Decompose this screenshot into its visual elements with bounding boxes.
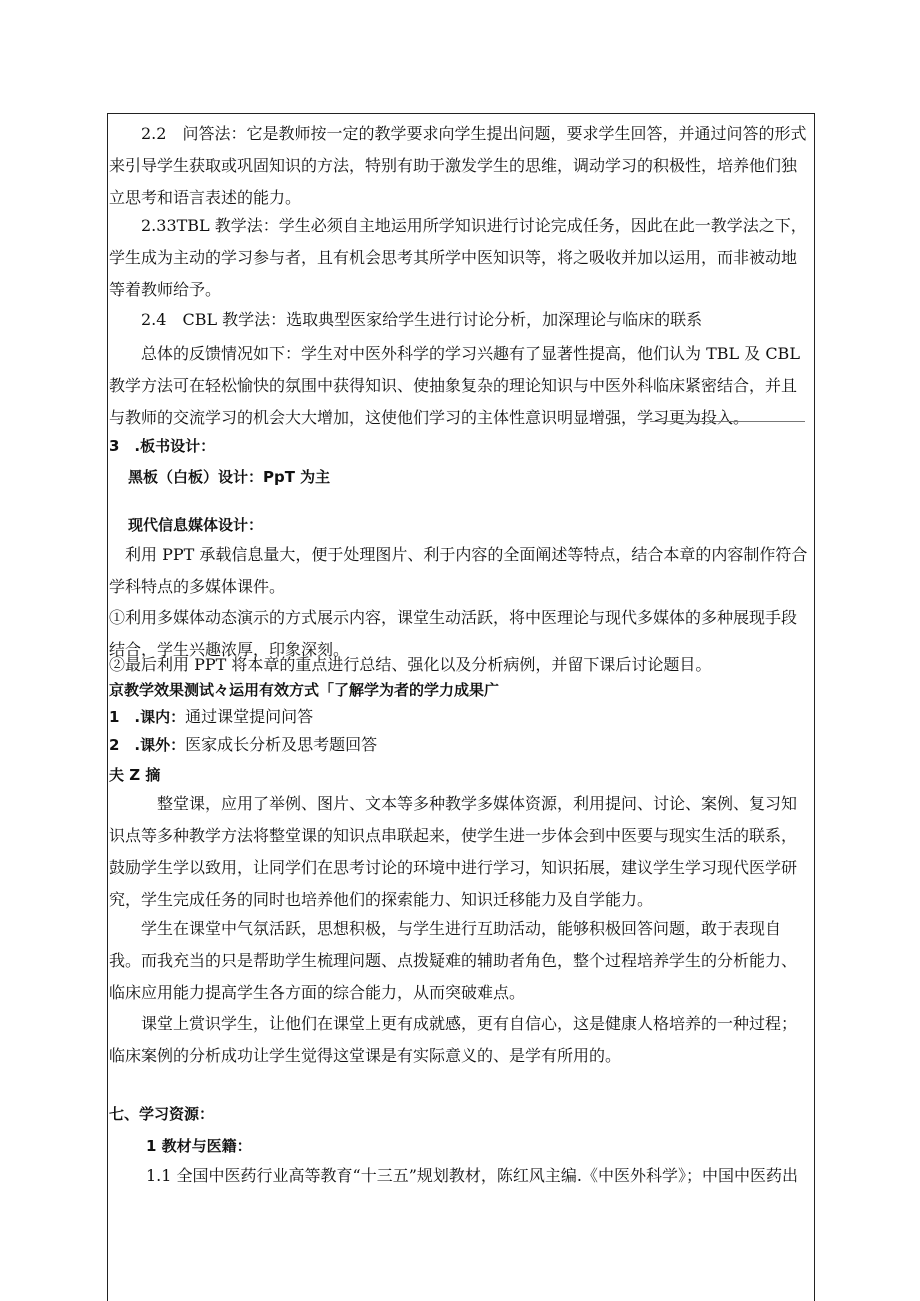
paragraph-2-2: 2.2 问答法：它是教师按一定的教学要求向学生提出问题，要求学生回答，并通过问答的形式来引导学生获取或巩固知识的方法，特别有助于激发学生的思维，调动学习的积极性，培养他们独立思考和语言表述的能力。 [109, 124, 807, 207]
evaluation-item-2-label: 2 .课外： [109, 736, 186, 754]
media-paragraph-3: ②最后利用 PPT 将本章的重点进行总结、强化以及分析病例，并留下课后讨论题目。 [109, 655, 712, 674]
evaluation-item-1-text: 通过课堂提问问答 [185, 707, 314, 726]
media-paragraph-1: 利用 PPT 承载信息量大，便于处理图片、利于内容的全面阐述等特点，结合本章的内容制作符合学科特点的多媒体课件。 [109, 545, 808, 596]
textbook-item-1-1: 1.1 全国中医药行业高等教育“十三五”规划教材，陈红风主编.《中医外科学》；中国中医药出 [146, 1166, 798, 1185]
summary-paragraph-2: 学生在课堂中气氛活跃，思想积极，与学生进行互助活动，能够积极回答问题，敢于表现自我。而我充当的只是帮助学生梳理问题、点拨疑难的辅助者角色，整个过程培养学生的分析能力、临床应用能力提高学生各方面的综合能力，从而突破难点。 [109, 919, 798, 1002]
summary-heading: 夫 Z 摘 [109, 766, 161, 784]
evaluation-item-2 [109, 735, 377, 755]
paragraph-feedback: 总体的反馈情况如下：学生对中医外科学的学习兴趣有了显著性提高，他们认为 TBL 及 CBL 教学方法可在轻松愉快的氛围中获得知识、使抽象复杂的理论知识与中医外科临床紧密结合，并且与教师的交流学习的机会大大增加，这使他们学习的主体性意识明显增强，学习更为投入。 [109, 344, 800, 427]
paragraph-2-3: 2.33TBL 教学法：学生必须自主地运用所学知识进行讨论完成任务，因此在此一教学法之下，学生成为主动的学习参与者，且有机会思考其所学中医知识等，将之吸收并加以运用，而非被动地等着教师给予。 [109, 216, 807, 299]
paragraph-2-4: 2.4 CBL 教学法：选取典型医家给学生进行讨论分析，加深理论与临床的联系 [141, 310, 703, 329]
media-paragraph-2: ①利用多媒体动态演示的方式展示内容，课堂生动活跃，将中医理论与现代多媒体的多种展现手段结合，学生兴趣浓厚，印象深刻。 [109, 608, 798, 659]
underline-rule [650, 421, 805, 422]
summary-paragraph-1: 整堂课，应用了举例、图片、文本等多种教学多媒体资源，利用提问、讨论、案例、复习知识点等多种教学方法将整堂课的知识点串联起来，使学生进一步体会到中医要与现实生活的联系，鼓励学生学以致用，让同学们在思考讨论的环境中进行学习，知识拓展，建议学生学习现代医学研究，学生完成任务的同时也培养他们的探索能力、知识迁移能力及自学能力。 [109, 794, 798, 909]
media-design-heading: 现代信息媒体设计： [128, 516, 264, 534]
section-3-heading: 3 .板书设计： [109, 437, 216, 455]
summary-paragraph-3: 课堂上赏识学生，让他们在课堂上更有成就感，更有自信心，这是健康人格培养的一种过程；临床案例的分析成功让学生觉得这堂课是有实际意义的、是学有所用的。 [109, 1014, 798, 1065]
textbook-subheading: 1 教材与医籍： [146, 1137, 252, 1155]
evaluation-item-1-label: 1 .课内： [109, 708, 186, 726]
evaluation-item-2-text: 医家成长分析及思考题回答 [185, 735, 378, 754]
evaluation-item-1 [109, 707, 313, 727]
blackboard-design: 黑板（白板）设计：PpT 为主 [128, 468, 331, 486]
evaluation-heading: 京教学效果测试々运用有效方式「了解学为者的学力成果广 [109, 681, 500, 699]
section-7-heading: 七、学习资源： [109, 1105, 215, 1123]
